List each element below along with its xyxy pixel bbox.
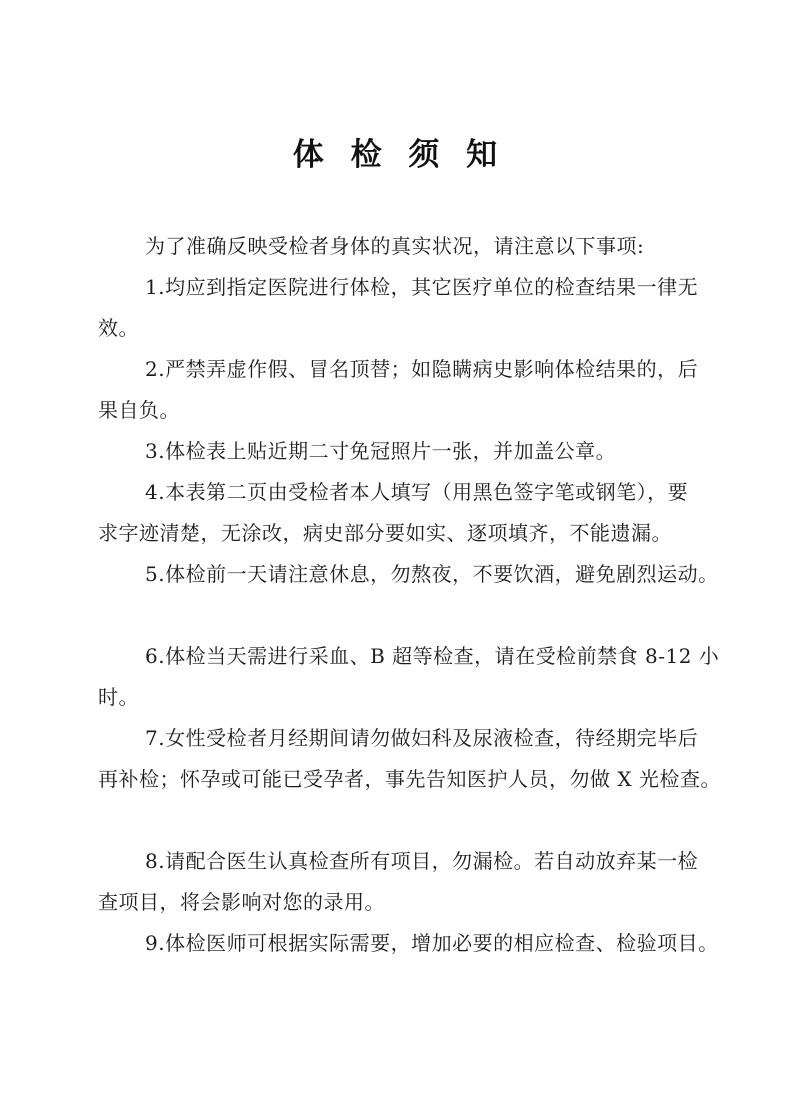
- paragraph: [98, 554, 719, 595]
- paragraph: [98, 226, 698, 267]
- paragraph: [98, 718, 721, 800]
- text-line: 为了准确反映受检者身体的真实状况，请注意以下事项:: [145, 234, 645, 258]
- blank-line: [98, 595, 698, 636]
- paragraph: [98, 472, 698, 554]
- text-line: [98, 800, 698, 841]
- paragraph: [98, 841, 698, 923]
- text-line: 3.体检表上贴近期二寸免冠照片一张，并加盖公章。: [145, 439, 617, 463]
- text-line: 5.体检前一天请注意休息，勿熬夜，不要饮酒，避免剧烈运动。: [145, 562, 719, 586]
- text-line: 时。: [98, 685, 139, 709]
- text-line: 查项目，将会影响对您的录用。: [98, 890, 385, 914]
- text-line: 效。: [98, 316, 139, 340]
- paragraph: [98, 431, 698, 472]
- paragraph: [98, 349, 698, 431]
- paragraph: [98, 267, 698, 349]
- text-line: 1.均应到指定医院进行体检，其它医疗单位的检查结果一律无: [145, 275, 699, 299]
- document-body: [98, 226, 721, 964]
- text-line: 求字迹清楚，无涂改，病史部分要如实、逐项填齐，不能遗漏。: [98, 521, 672, 545]
- text-line: 8.请配合医生认真检查所有项目，勿漏检。若自动放弃某一检: [145, 849, 699, 873]
- text-line: 6.体检当天需进行采血、B 超等检查，请在受检前禁食 8-12 小: [145, 644, 720, 668]
- text-line: 果自负。: [98, 398, 180, 422]
- text-line: 9.体检医师可根据实际需要，增加必要的相应检查、检验项目。: [145, 931, 719, 955]
- page-title: 体 检 须 知: [292, 137, 500, 173]
- text-line: 4.本表第二页由受检者本人填写（用黑色签字笔或钢笔），要: [145, 480, 689, 504]
- blank-line: [98, 800, 698, 841]
- text-line: 7.女性受检者月经期间请勿做妇科及尿液检查，待经期完毕后: [145, 726, 699, 750]
- paragraph: [98, 923, 719, 964]
- text-line: [98, 595, 698, 636]
- text-line: 再补检；怀孕或可能已受孕者，事先告知医护人员，勿做 X 光检查。: [98, 767, 721, 791]
- text-line: 2.严禁弄虚作假、冒名顶替；如隐瞒病史影响体检结果的，后: [145, 357, 699, 381]
- paragraph: [98, 636, 720, 718]
